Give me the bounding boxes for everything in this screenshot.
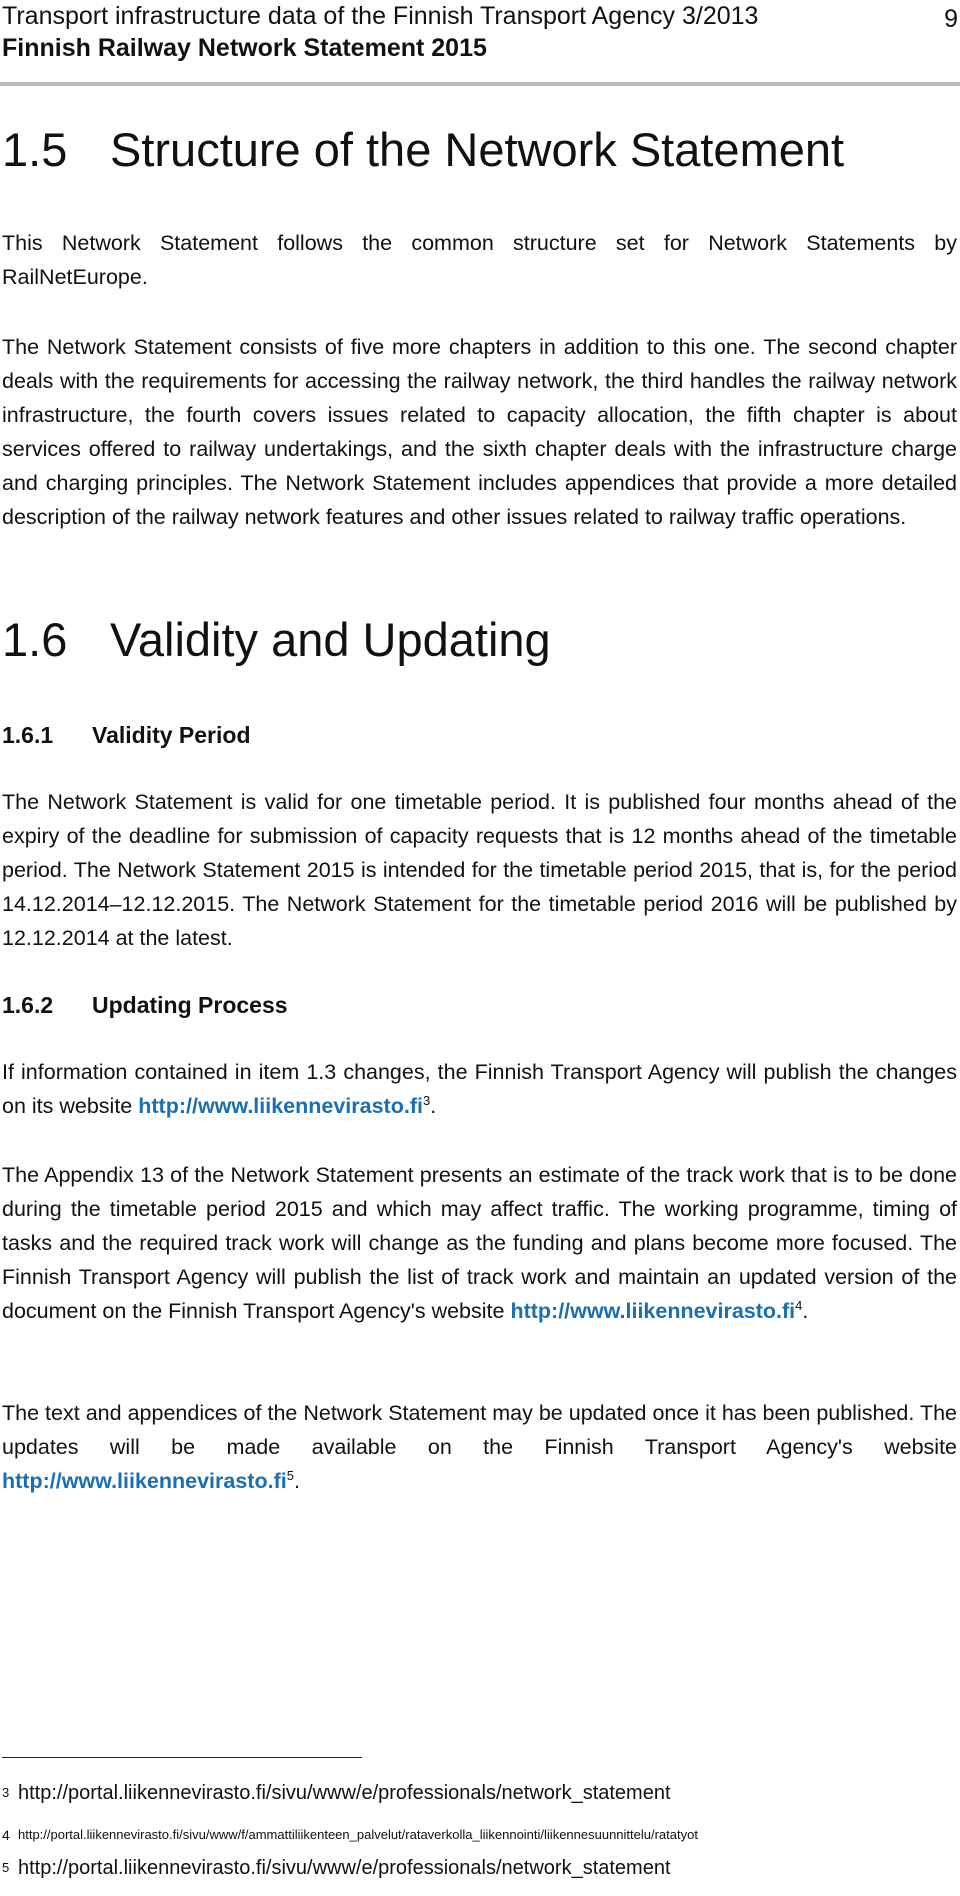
footnote-5 [2, 1855, 671, 1881]
footnote-url[interactable]: http://portal.liikennevirasto.fi/sivu/www/e/professionals/network_statement [18, 1782, 671, 1804]
paragraph-updates [2, 1396, 957, 1498]
paragraph-text: The text and appendices of the Network Statement may be updated once it has been published. The updates will be made available on the Finnish Transport Agency's website [2, 1401, 957, 1459]
heading-number: 1.6.1 [2, 722, 54, 748]
page-number: 9 [944, 5, 958, 33]
header-document-title: Finnish Railway Network Statement 2015 [2, 34, 487, 62]
website-link[interactable]: http://www.liikennevirasto.fi [510, 1299, 796, 1323]
heading-number: 1.6 [2, 613, 68, 666]
heading-number: 1.5 [2, 123, 68, 176]
sentence-period: . [430, 1094, 437, 1118]
paragraph-updating-item [2, 1055, 957, 1123]
footnote-mark: 4 [2, 1827, 10, 1843]
footnote-4 [2, 1822, 698, 1848]
footnote-url[interactable]: http://portal.liikennevirasto.fi/sivu/www/e/professionals/network_statement [18, 1857, 671, 1879]
heading-section-1-6-1 [2, 720, 251, 750]
website-link[interactable]: http://www.liikennevirasto.fi [2, 1469, 287, 1493]
paragraph-structure-intro: This Network Statement follows the common structure set for Network Statements by RailNetEurope. [2, 231, 957, 289]
sentence-period: . [293, 1469, 300, 1493]
header-divider [0, 82, 960, 86]
sentence-period: . [802, 1299, 809, 1323]
footnote-3 [2, 1780, 671, 1806]
header-publication-title: Transport infrastructure data of the Finnish Transport Agency 3/2013 [2, 2, 759, 30]
footnote-reference[interactable]: 3 [422, 1092, 431, 1108]
footnote-url[interactable]: http://portal.liikennevirasto.fi/sivu/www/f/ammattiliikenteen_palvelut/rataverkolla_liikennointi/liikennesuunnittelu/ratatyot [18, 1827, 698, 1842]
heading-title: Validity and Updating [110, 613, 551, 666]
heading-section-1-6 [2, 612, 551, 668]
paragraph-track-work [2, 1158, 957, 1328]
footnote-reference[interactable]: 4 [795, 1297, 803, 1313]
website-link[interactable]: http://www.liikennevirasto.fi [138, 1094, 423, 1118]
paragraph-validity-period: The Network Statement is valid for one timetable period. It is published four months ahead of the expiry of the deadline for submission of capacity requests that is 12 months ahead of the timetable period. The Network Statement 2015 is intended for the timetable period 2015, that is, for the period 14.12.2014–12.12.2015. The Network Statement for the timetable period 2016 will be published by 12.12.2014 at the latest. [2, 790, 957, 950]
paragraph-text: If information contained in item 1.3 changes, the Finnish Transport Agency will publish the changes on its website [2, 1060, 957, 1118]
heading-title: Structure of the Network Statement [110, 123, 845, 176]
heading-section-1-5 [2, 122, 844, 178]
paragraph-structure-chapters: The Network Statement consists of five more chapters in addition to this one. The second chapter deals with the requirements for accessing the railway network, the third handles the railway network infrastructure, the fourth covers issues related to capacity allocation, the fifth chapter is about services offered to railway undertakings, and the sixth chapter deals with the infrastructure charge and charging principles. The Network Statement includes appendices that provide a more detailed description of the railway network features and other issues related to railway traffic operations. [2, 335, 957, 529]
heading-title: Updating Process [92, 992, 288, 1018]
footnote-mark: 3 [2, 1785, 10, 1800]
footnote-mark: 5 [2, 1860, 10, 1875]
paragraph-text: The Appendix 13 of the Network Statement presents an estimate of the track work that is to be done during the timetable period 2015 and which may affect traffic. The working programme, timing of tasks and the required track work will change as the funding and plans become more focused. The Finnish Transport Agency will publish the list of track work and maintain an updated version of the document on the Finnish Transport Agency's website [2, 1163, 957, 1323]
heading-title: Validity Period [92, 722, 251, 748]
heading-number: 1.6.2 [2, 992, 54, 1018]
footnote-reference[interactable]: 5 [286, 1467, 294, 1483]
footnote-divider [2, 1757, 362, 1758]
heading-section-1-6-2 [2, 990, 288, 1020]
